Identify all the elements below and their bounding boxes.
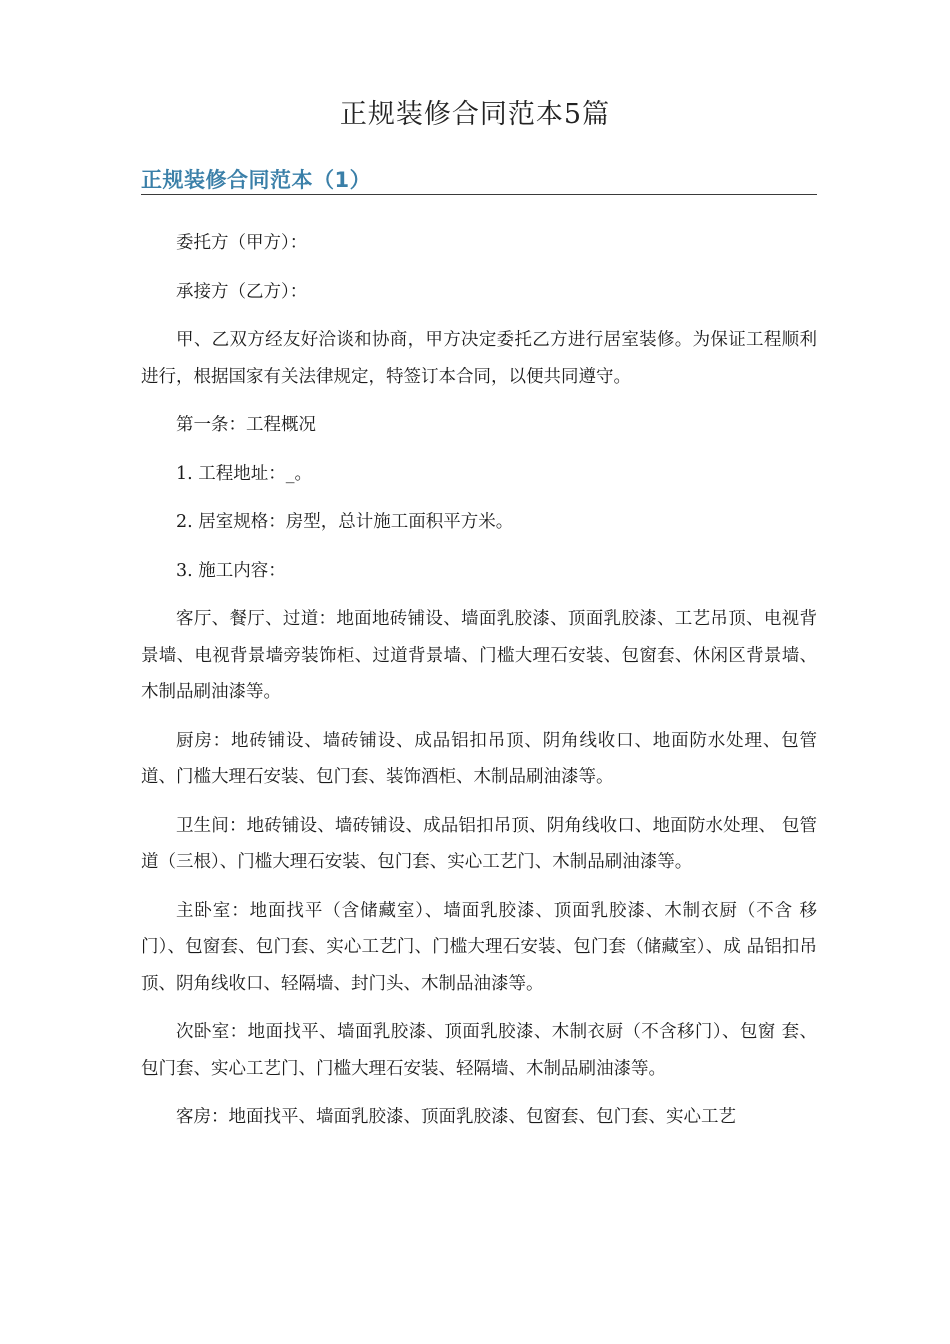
paragraph-bathroom: 卫生间：地砖铺设、墙砖铺设、成品铝扣吊顶、阴角线收口、地面防水处理、 包管道（三根）、门槛大理石安装、包门套、实心工艺门、木制品刷油漆等。 bbox=[141, 815, 817, 872]
paragraph-guest-room: 客房：地面找平、墙面乳胶漆、顶面乳胶漆、包窗套、包门套、实心工艺 bbox=[176, 1107, 736, 1127]
paragraph-kitchen: 厨房：地砖铺设、墙砖铺设、成品铝扣吊顶、阴角线收口、地面防水处理、包管道、门槛大理石安装、包门套、装饰酒柜、木制品刷油漆等。 bbox=[141, 730, 817, 787]
paragraph-party-a: 委托方（甲方）： bbox=[176, 233, 308, 253]
section-heading-text: 正规装修合同范本（1） bbox=[141, 168, 372, 192]
paragraph-work-content: 3. 施工内容： bbox=[176, 560, 286, 581]
paragraph-room-spec: 2. 居室规格：房型，总计施工面积平方米。 bbox=[176, 512, 514, 532]
section-heading bbox=[141, 166, 817, 195]
paragraph-article-1: 第一条：工程概况 bbox=[176, 415, 316, 435]
paragraph-second-bedroom: 次卧室：地面找平、墙面乳胶漆、顶面乳胶漆、木制衣厨（不含移门）、包窗 套、包门套、实心工艺门、门槛大理石安装、轻隔墙、木制品刷油漆等。 bbox=[141, 1022, 817, 1079]
paragraph-project-address: 1. 工程地址：_。 bbox=[176, 463, 313, 484]
paragraph-preamble: 甲、乙双方经友好洽谈和协商，甲方决定委托乙方进行居室装修。为保证工程顺利进行，根据国家有关法律规定，特签订本合同，以便共同遵守。 bbox=[141, 330, 817, 387]
paragraph-living-room: 客厅、餐厅、过道：地面地砖铺设、墙面乳胶漆、顶面乳胶漆、工艺吊顶、电视背景墙、电视背景墙旁装饰柜、过道背景墙、门槛大理石安装、包窗套、休闲区背景墙、木制品刷油漆等。 bbox=[141, 609, 817, 702]
document-body bbox=[141, 225, 817, 1148]
paragraph-master-bedroom: 主卧室：地面找平（含储藏室）、墙面乳胶漆、顶面乳胶漆、木制衣厨（不含 移门）、包窗套、包门套、实心工艺门、门槛大理石安装、包门套（储藏室）、成 品铝扣吊顶、阴角线收口、轻隔墙、封门头、木制品油漆等。 bbox=[141, 900, 817, 994]
document-title: 正规装修合同范本5篇 bbox=[339, 99, 611, 130]
paragraph-party-b: 承接方（乙方）： bbox=[176, 281, 308, 302]
